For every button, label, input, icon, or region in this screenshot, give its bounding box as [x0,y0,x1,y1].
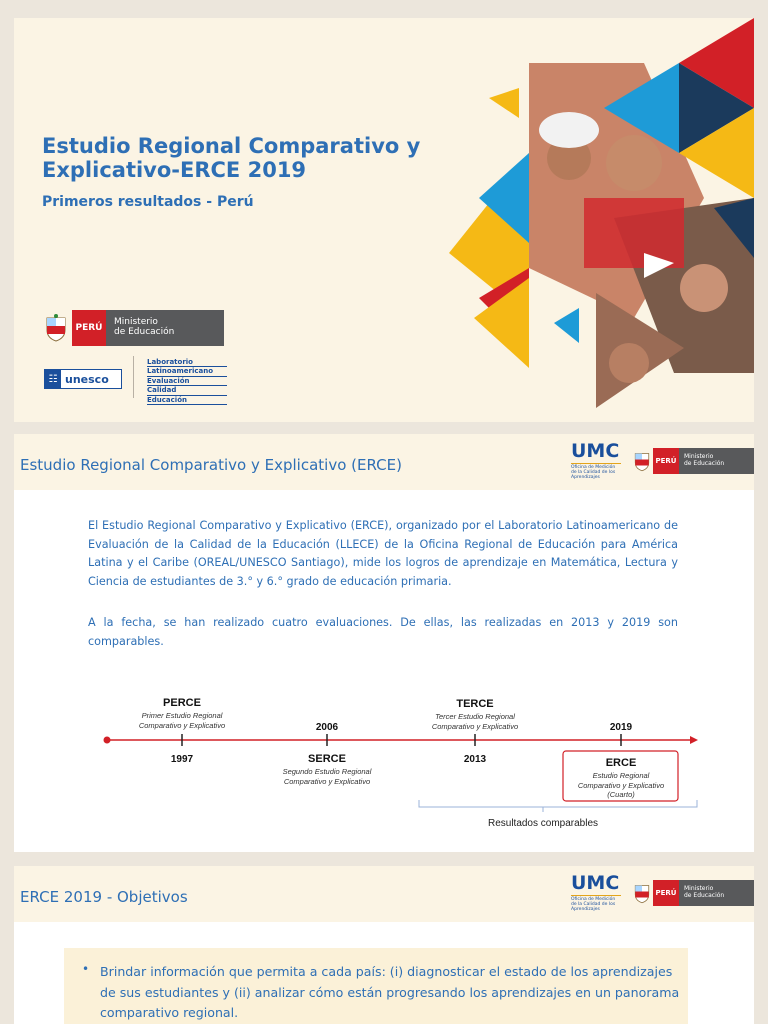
event-name: PERCE [163,697,201,709]
child-hat [539,112,599,148]
cover-subtitle: Primeros resultados - Perú [42,194,254,210]
child-face [680,264,728,312]
objectives-slide [14,866,754,1024]
event-desc: Primer Estudio Regional [141,711,223,720]
umc-logo [571,442,621,480]
unesco-logo [44,369,122,389]
comparable-label: Resultados comparables [487,818,599,829]
event-year: 2006 [315,722,339,733]
unesco-temple-icon: ☷ [45,370,61,388]
ministry-logo [631,448,754,474]
ministry-line2: de Educación [684,892,725,899]
event-year: 2013 [463,754,487,765]
timeline-arrow-icon [690,736,698,744]
intro-paragraph: El Estudio Regional Comparativo y Explicativo (ERCE), organizado por el Laboratorio Latinoamericano de Evaluación de la Calidad de la Educación (LLECE) de la Oficina Regional de Educación para América Latina y el Caribe (OREAL/UNESCO Santiago), mide los logros de aprendizaje en Matemática, Lectura y Ciencia de estudiantes de 3.° y 6.° grado de educación primaria. [88,519,678,588]
logo-divider [133,356,134,398]
unesco-label: unesco [65,372,109,386]
ministry-name [679,448,754,474]
ministry-line1: Ministerio [684,885,714,893]
peru-crest-icon [631,880,653,906]
umc-logo [571,874,621,912]
event-desc: Comparativo y Explicativo [577,781,665,790]
slide-title: ERCE 2019 - Objetivos [20,888,188,906]
event-desc: Tercer Estudio Regional [435,712,515,721]
children-photo-collage [384,18,754,422]
peru-crest-icon [40,310,72,346]
red-uniform [584,198,684,268]
bullet-icon: • [82,962,90,976]
umc-tagline: Oficina de Medición de la Calidad de los Aprendizajes [571,463,621,480]
llece-line: Calidad [147,386,227,395]
event-desc: Comparativo y Explicativo [431,722,519,731]
cover-slide [14,18,754,422]
umc-name: UMC [571,872,620,894]
ministry-logo [40,310,224,346]
triangle-yellow [489,88,519,118]
objective-text: Brindar información que permita a cada país: (i) diagnosticar el estado de los aprendizajes de sus estudiantes y (ii) analizar cómo están progresando los aprendizajes en un panorama comparativo regional. [100,964,680,1020]
triangle-sky [554,308,579,343]
llece-logo [147,358,227,405]
event-name: SERCE [308,753,346,765]
event-desc: (Cuarto) [607,790,635,799]
ministry-name [679,880,754,906]
erce-timeline [14,490,754,852]
ministry-line2: de Educación [114,327,175,337]
child-face [609,343,649,383]
ministry-logo [631,880,754,906]
event-desc: Estudio Regional [592,771,650,780]
timeline-start-dot [104,737,111,744]
ministry-line1: Ministerio [114,317,158,328]
llece-line: Laboratorio [147,358,227,367]
ministry-line2: de Educación [684,460,725,467]
event-name: ERCE [605,757,637,769]
umc-tagline: Oficina de Medición de la Calidad de los Aprendizajes [571,895,621,912]
umc-name: UMC [571,440,620,462]
slide-title: Estudio Regional Comparativo y Explicativo (ERCE) [20,456,402,474]
erce-intro-slide [14,434,754,852]
peru-label: PERÚ [653,448,679,474]
event-desc: Segundo Estudio Regional [282,767,372,776]
event-desc: Comparativo y Explicativo [283,777,371,786]
evaluations-paragraph: A la fecha, se han realizado cuatro evaluaciones. De ellas, las realizadas en 2013 y 2019 son comparables. [88,616,678,648]
event-year: 2019 [609,722,633,733]
peru-crest-icon [631,448,653,474]
llece-line: Latinoamericano [147,367,227,376]
event-desc: Comparativo y Explicativo [138,721,226,730]
objective-box [64,948,688,1024]
child-face [606,135,662,191]
peru-label: PERÚ [653,880,679,906]
llece-line: Educación [147,396,227,405]
content-panel [14,490,754,852]
event-name: TERCE [456,698,494,710]
ministry-line1: Ministerio [684,453,714,461]
event-year: 1997 [170,754,194,765]
cover-title: Estudio Regional Comparativo y Explicativo-ERCE 2019 [42,134,421,182]
peru-label: PERÚ [72,310,106,346]
content-panel [14,922,754,1024]
ministry-name [106,310,224,346]
llece-line: Evaluación [147,377,227,386]
